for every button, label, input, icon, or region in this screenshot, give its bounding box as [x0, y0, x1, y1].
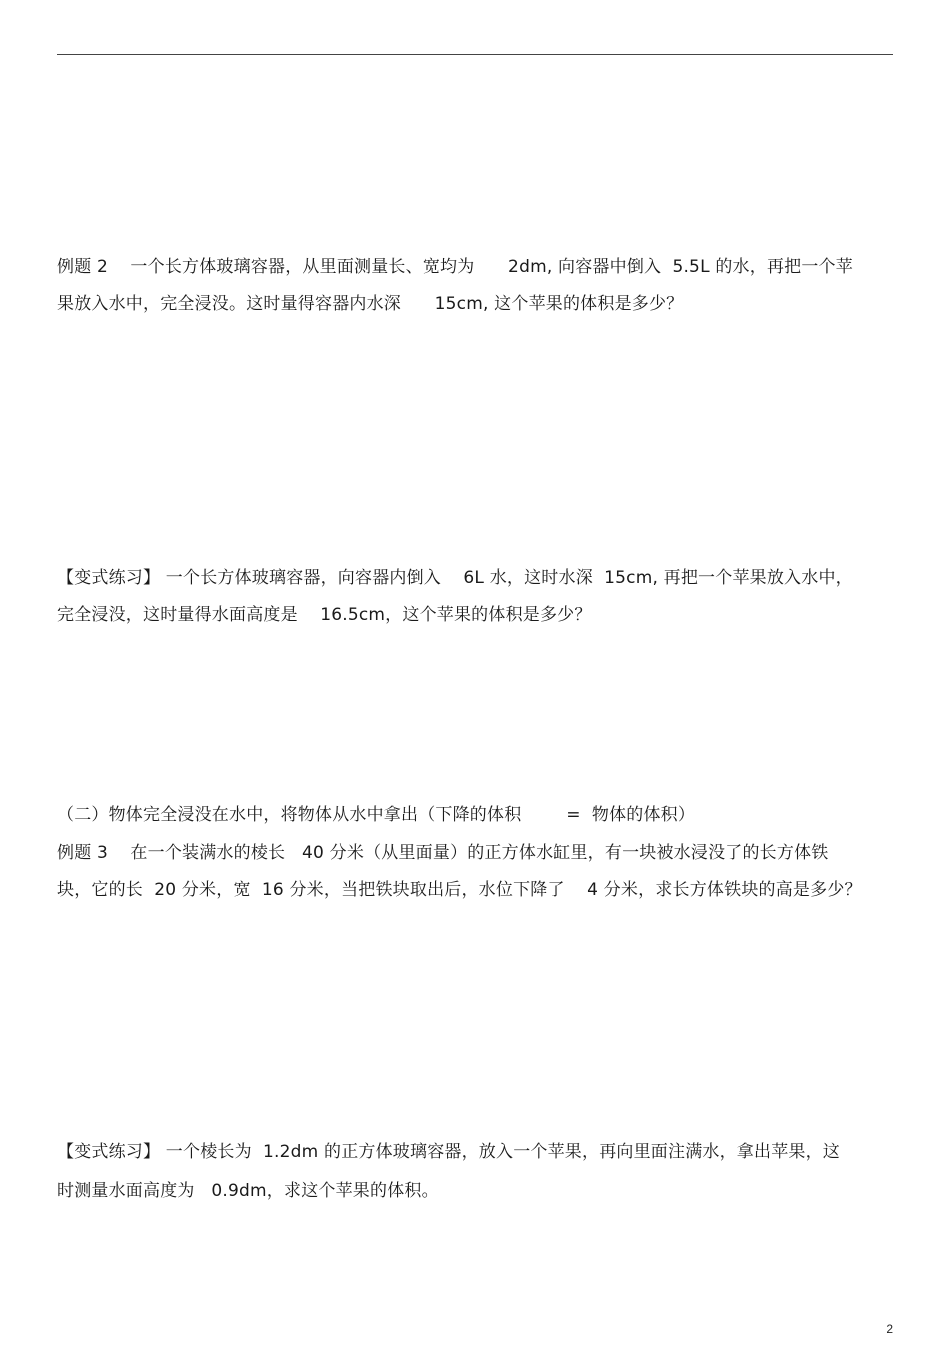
exercise-1-line-1: 【变式练习】 一个长方体玻璃容器，向容器内倒入 6L 水，这时水深 15cm, 再把一个苹果放入水中， [57, 568, 853, 588]
exercise-1-line-2: 完全浸没，这时量得水面高度是 16.5cm，这个苹果的体积是多少？ [57, 605, 592, 625]
section-2-heading: （二）物体完全浸没在水中，将物体从水中拿出（下降的体积 = 物体的体积） [57, 805, 696, 825]
example-2-line-1: 例题 2 一个长方体玻璃容器，从里面测量长、宽均为 2dm, 向容器中倒入 5.5L 的水，再把一个苹 [57, 257, 853, 277]
page-number: 2 [886, 1322, 893, 1336]
exercise-2-line-2: 时测量水面高度为 0.9dm，求这个苹果的体积。 [57, 1181, 439, 1201]
exercise-2-line-1: 【变式练习】 一个棱长为 1.2dm 的正方体玻璃容器，放入一个苹果，再向里面注满水，拿出苹果，这 [57, 1142, 840, 1162]
header-rule [57, 54, 893, 55]
example-2-line-2: 果放入水中，完全浸没。这时量得容器内水深 15cm, 这个苹果的体积是多少？ [57, 294, 684, 314]
example-3-line-1: 例题 3 在一个装满水的棱长 40 分米（从里面量）的正方体水缸里，有一块被水浸没了的长方体铁 [57, 843, 829, 863]
example-3-line-2: 块，它的长 20 分米，宽 16 分米，当把铁块取出后，水位下降了 4 分米，求长方体铁块的高是多少？ [57, 880, 862, 900]
